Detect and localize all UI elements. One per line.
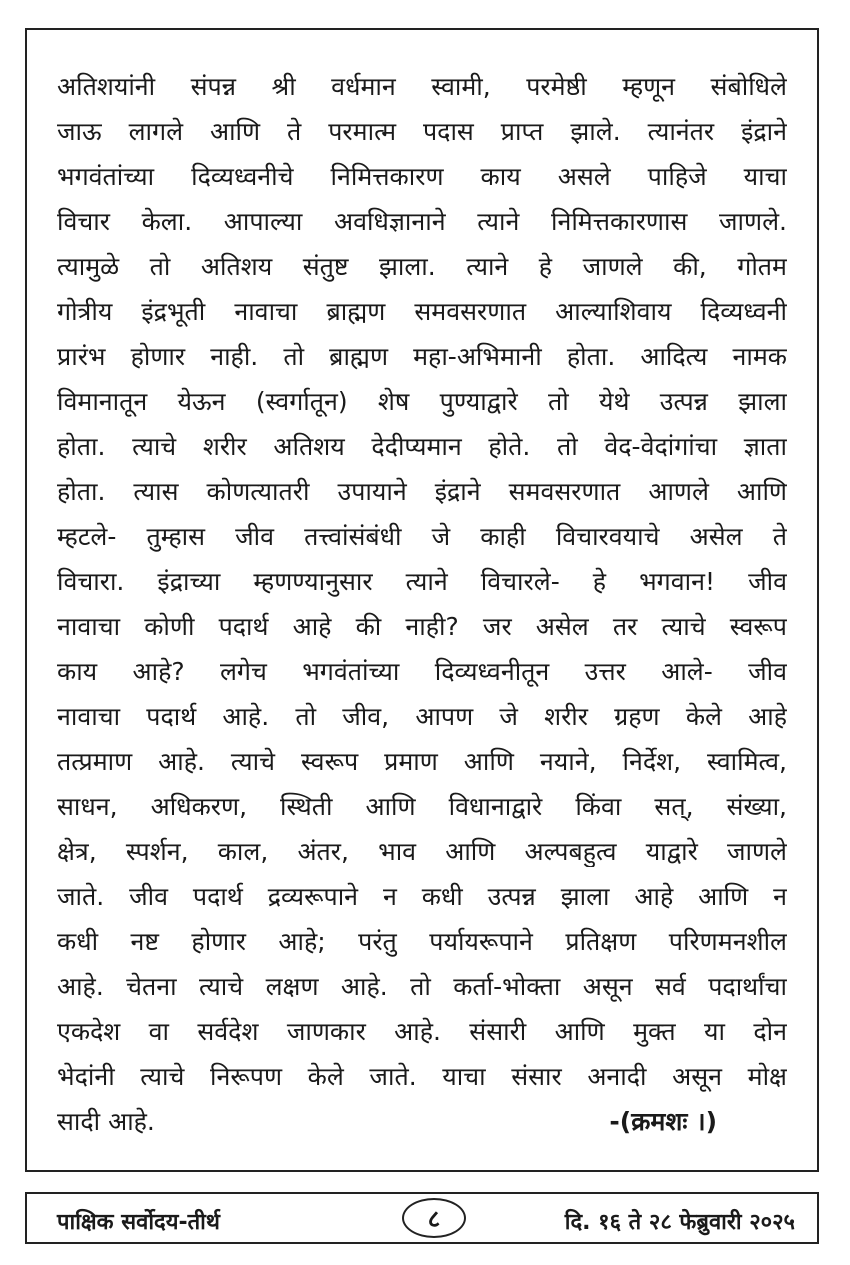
body-line: होता. त्याचे शरीर अतिशय देदीप्यमान होते. तो वेद-वेदांगांचा ज्ञाता	[57, 432, 787, 461]
publication-name: पाक्षिक सर्वोदय-तीर्थ	[57, 1210, 220, 1235]
article-box	[25, 28, 819, 1172]
body-line: विमानातून येऊन (स्वर्गातून) शेष पुण्याद्वारे तो येथे उत्पन्न झाला	[57, 387, 787, 416]
body-line: काय आहे? लगेच भगवंतांच्या दिव्यध्वनीतून उत्तर आले- जीव	[57, 657, 787, 686]
body-line: जाते. जीव पदार्थ द्रव्यरूपाने न कधी उत्पन्न झाला आहे आणि न	[57, 882, 787, 911]
page-number	[402, 1198, 466, 1238]
body-line: होता. त्यास कोणत्यातरी उपायाने इंद्राने समवसरणात आणले आणि	[57, 477, 787, 506]
body-line: आहे. चेतना त्याचे लक्षण आहे. तो कर्ता-भोक्ता असून सर्व पदार्थांचा	[57, 972, 787, 1001]
issue-date: दि. १६ ते २८ फेब्रुवारी २०२५	[564, 1210, 795, 1235]
body-line: सादी आहे.	[57, 1107, 155, 1136]
body-line: विचार केला. आपाल्या अवधिज्ञानाने त्याने निमित्तकारणास जाणले.	[57, 207, 787, 236]
page-footer	[25, 1192, 819, 1244]
body-line: साधन, अधिकरण, स्थिती आणि विधानाद्वारे किंवा सत्, संख्या,	[57, 792, 787, 821]
body-line: गोत्रीय इंद्रभूती नावाचा ब्राह्मण समवसरणात आल्याशिवाय दिव्यध्वनी	[57, 297, 787, 326]
body-line: एकदेश वा सर्वदेश जाणकार आहे. संसारी आणि मुक्त या दोन	[57, 1017, 787, 1046]
body-line: भगवंतांच्या दिव्यध्वनीचे निमित्तकारण काय असले पाहिजे याचा	[57, 162, 787, 191]
body-line: अतिशयांनी संपन्न श्री वर्धमान स्वामी, परमेष्ठी म्हणून संबोधिले	[57, 72, 787, 101]
body-line: प्रारंभ होणार नाही. तो ब्राह्मण महा-अभिमानी होता. आदित्य नामक	[57, 342, 787, 371]
body-line: जाऊ लागले आणि ते परमात्म पदास प्राप्त झाले. त्यानंतर इंद्राने	[57, 117, 787, 146]
body-line: नावाचा पदार्थ आहे. तो जीव, आपण जे शरीर ग्रहण केले आहे	[57, 702, 787, 731]
page-number-text: ८	[427, 1204, 441, 1233]
body-line: कधी नष्ट होणार आहे; परंतु पर्यायरूपाने प्रतिक्षण परिणमनशील	[57, 927, 787, 956]
body-line: नावाचा कोणी पदार्थ आहे की नाही? जर असेल तर त्याचे स्वरूप	[57, 612, 787, 641]
body-line: विचारा. इंद्राच्या म्हणण्यानुसार त्याने विचारले- हे भगवान! जीव	[57, 567, 787, 596]
body-line: भेदांनी त्याचे निरूपण केले जाते. याचा संसार अनादी असून मोक्ष	[57, 1062, 787, 1091]
body-line: क्षेत्र, स्पर्शन, काल, अंतर, भाव आणि अल्पबहुत्व याद्वारे जाणले	[57, 837, 787, 866]
body-line: तत्प्रमाण आहे. त्याचे स्वरूप प्रमाण आणि नयाने, निर्देश, स्वामित्व,	[57, 747, 787, 776]
continued-marker: -(क्रमशः ।)	[609, 1107, 717, 1136]
body-line: म्हटले- तुम्हास जीव तत्त्वांसंबंधी जे काही विचारवयाचे असेल ते	[57, 522, 787, 551]
body-line: त्यामुळे तो अतिशय संतुष्ट झाला. त्याने हे जाणले की, गोतम	[57, 252, 787, 281]
